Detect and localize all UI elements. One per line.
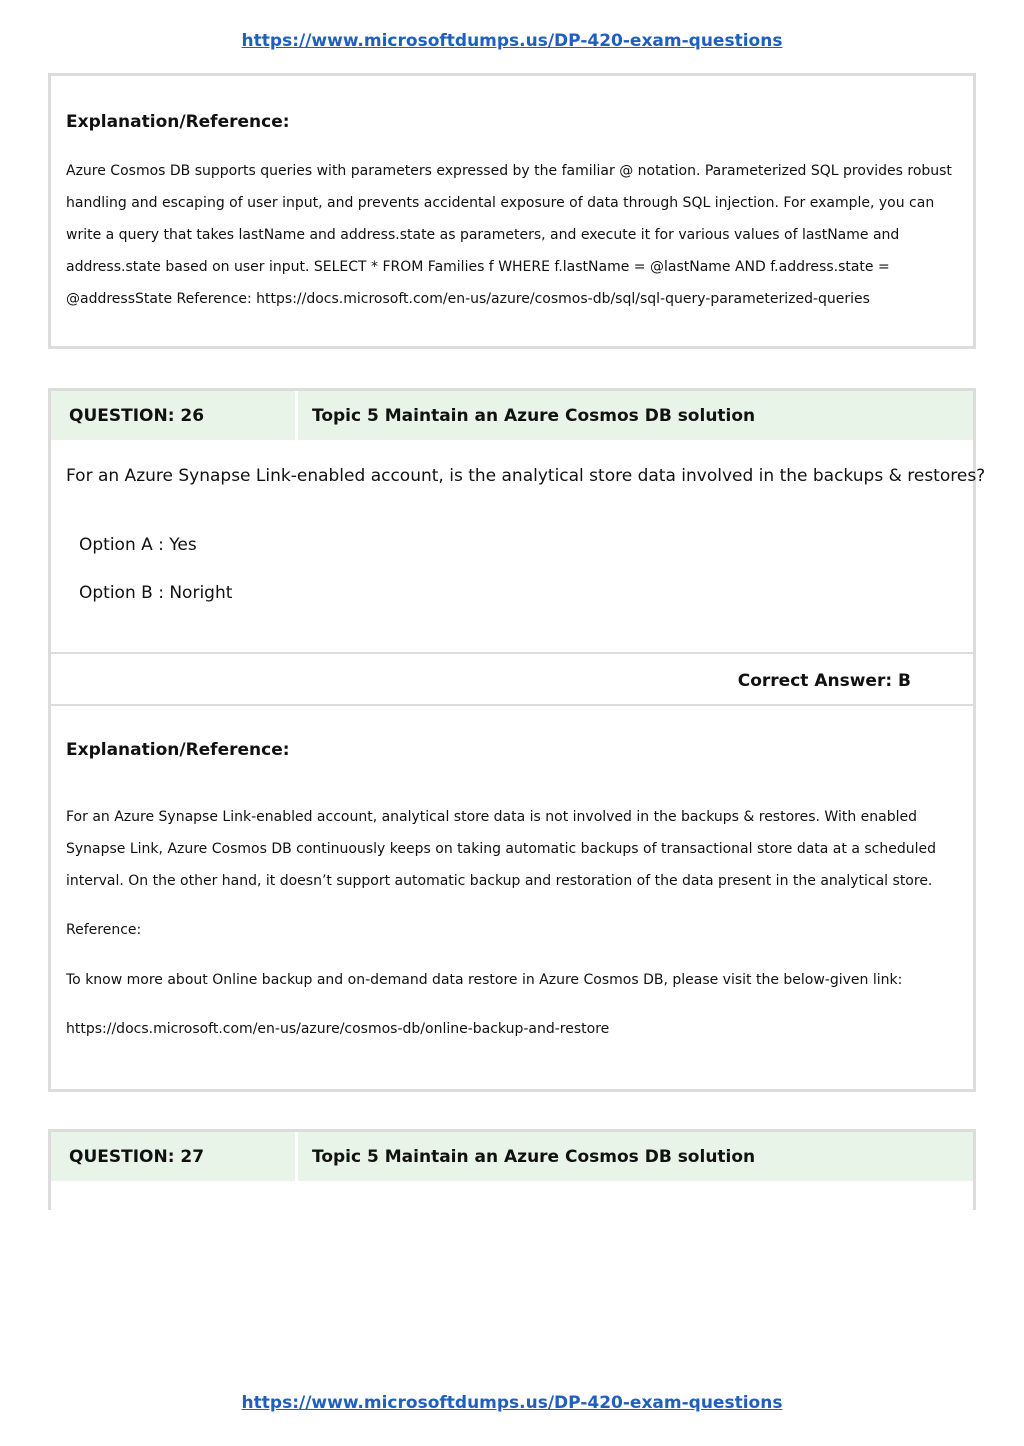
divider [51, 652, 973, 654]
explanation-line: handling and escaping of user input, and prevents accidental exposure of data through SQL injection. For example, you can [66, 195, 935, 211]
explanation-heading: Explanation/Reference: [66, 740, 290, 760]
explanation-line: interval. On the other hand, it doesn’t support automatic backup and restoration of the data present in the analytical store. [66, 873, 933, 889]
explanation-line: Azure Cosmos DB supports queries with parameters expressed by the familiar @ notation. Parameterized SQL provides robust [66, 163, 952, 179]
explanation-line: Synapse Link, Azure Cosmos DB continuously keeps on taking automatic backups of transactional store data at a scheduled [66, 841, 936, 857]
reference-label: Reference: [66, 922, 142, 938]
question-27-box [48, 1129, 976, 1210]
explanation-line: write a query that takes lastName and address.state as parameters, and execute it for various values of lastName and [66, 227, 900, 243]
explanation-heading: Explanation/Reference: [66, 112, 290, 132]
question-number-cell [51, 1132, 298, 1181]
question-text: For an Azure Synapse Link-enabled account, is the analytical store data involved in the backups & restores? [66, 466, 986, 486]
question-26-box [48, 388, 986, 1092]
reference-url: https://docs.microsoft.com/en-us/azure/cosmos-db/online-backup-and-restore [66, 1021, 610, 1037]
question-header [51, 391, 973, 443]
explanation-line: For an Azure Synapse Link-enabled account, analytical store data is not involved in the backups & restores. With enabled [66, 809, 917, 825]
question-topic: Topic 5 Maintain an Azure Cosmos DB solution [312, 1147, 756, 1167]
option-b: Option B : Noright [79, 583, 233, 603]
option-a: Option A : Yes [79, 535, 197, 555]
previous-explanation-box [48, 73, 976, 349]
footer-site-link[interactable]: https://www.microsoftdumps.us/DP-420-exam-questions [241, 1393, 783, 1413]
reference-intro: To know more about Online backup and on-demand data restore in Azure Cosmos DB, please visit the below-given link: [66, 972, 903, 988]
question-number-cell [51, 391, 298, 440]
question-number: QUESTION: 26 [69, 406, 205, 426]
header-site-link[interactable]: https://www.microsoftdumps.us/DP-420-exam-questions [241, 31, 783, 51]
divider [51, 704, 973, 706]
explanation-line: address.state based on user input. SELECT * FROM Families f WHERE f.lastName = @lastName AND f.address.state = [66, 259, 890, 275]
correct-answer: Correct Answer: B [737, 671, 911, 691]
explanation-line: @addressState Reference: https://docs.microsoft.com/en-us/azure/cosmos-db/sql/sql-query-parameterized-queries [66, 291, 870, 307]
question-number: QUESTION: 27 [69, 1147, 205, 1167]
question-header [51, 1132, 973, 1184]
question-topic: Topic 5 Maintain an Azure Cosmos DB solution [312, 406, 756, 426]
